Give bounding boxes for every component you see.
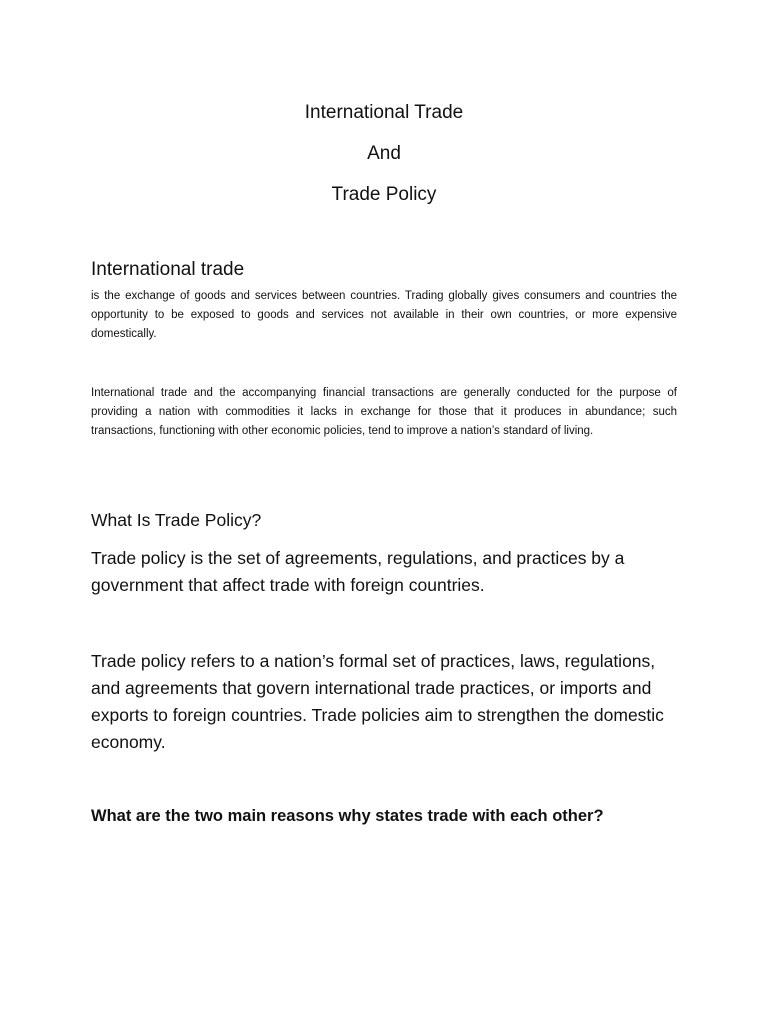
title-line-3: Trade Policy: [331, 184, 437, 205]
paragraph-trade-policy-detail: Trade policy refers to a nation’s formal set of practices, laws, regulations, and agreements that govern international trade practices, or imports and exports to foreign countries. Trade policies aim to strengthen the domestic economy.: [91, 651, 664, 752]
section-heading-international-trade: International trade: [91, 259, 245, 280]
question-heading: What are the two main reasons why states trade with each other?: [91, 807, 604, 825]
document-title: [0, 92, 768, 215]
section-heading-trade-policy: What Is Trade Policy?: [91, 510, 262, 530]
title-line-2: And: [367, 143, 401, 164]
title-line-1: International Trade: [304, 102, 464, 123]
paragraph-trade-policy-definition: Trade policy is the set of agreements, regulations, and practices by a government that affect trade with foreign countries.: [91, 548, 625, 595]
paragraph-trade-purpose: International trade and the accompanying financial transactions are generally conducted for the purpose of providing a nation with commodities it lacks in exchange for those that it produces in abundance; such transactions, functioning with other economic policies, tend to improve a nation’s standard of living.: [91, 387, 677, 437]
paragraph-trade-definition: is the exchange of goods and services between countries. Trading globally gives consumers and countries the opportunity to be exposed to goods and services not available in their own countries, or more expensive domestically.: [91, 290, 677, 340]
